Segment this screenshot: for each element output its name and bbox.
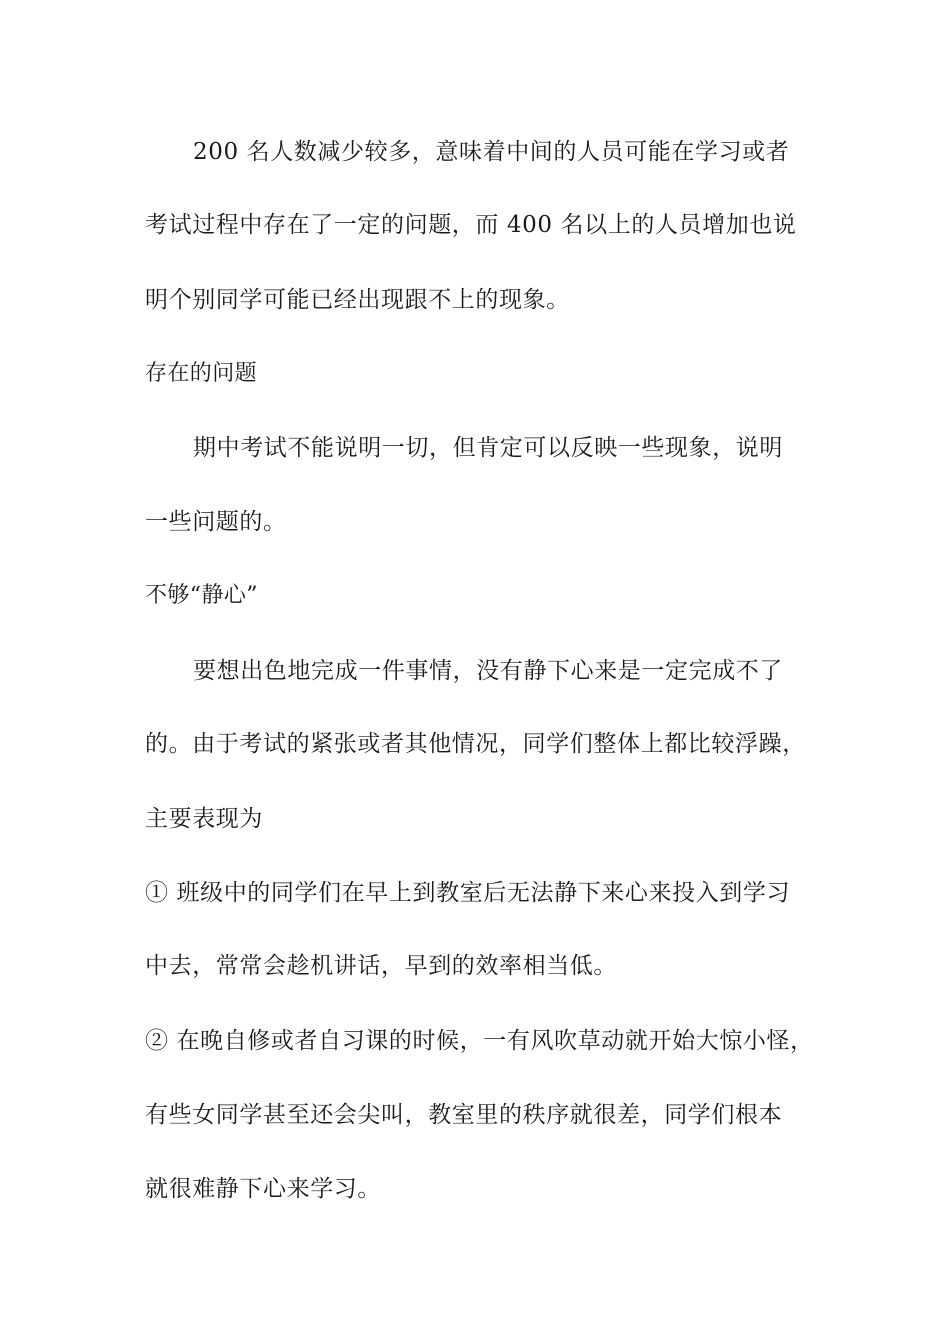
paragraph-line: 的。由于考试的紧张或者其他情况，同学们整体上都比较浮躁，	[145, 731, 806, 757]
paragraph-line: 期中考试不能说明一切，但肯定可以反映一些现象，说明	[193, 435, 783, 461]
paragraph-line: 一些问题的。	[145, 509, 287, 535]
section-heading-not-calm: 不够“静心”	[145, 583, 258, 608]
list-item-line: 就很难静下心来学习。	[145, 1176, 381, 1202]
section-heading-problems: 存在的问题	[145, 361, 258, 386]
list-item-line: 有些女同学甚至还会尖叫，教室里的秩序就很差，同学们根本	[145, 1102, 783, 1128]
list-item-line: ② 在晚自修或者自习课的时候，一有风吹草动就开始大惊小怪，	[145, 1028, 814, 1054]
paragraph-line: 200 名人数减少较多，意味着中间的人员可能在学习或者	[193, 139, 790, 165]
paragraph-line: 考试过程中存在了一定的问题，而 400 名以上的人员增加也说	[145, 212, 797, 238]
paragraph-line: 明个别同学可能已经出现跟不上的现象。	[145, 287, 570, 313]
list-item-line: 中去，常常会趁机讲话，早到的效率相当低。	[145, 953, 617, 979]
paragraph-line: 要想出色地完成一件事情，没有静下心来是一定完成不了	[193, 658, 783, 684]
list-item-line: ① 班级中的同学们在早上到教室后无法静下来心来投入到学习	[145, 880, 791, 906]
paragraph-line: 主要表现为	[145, 806, 263, 832]
